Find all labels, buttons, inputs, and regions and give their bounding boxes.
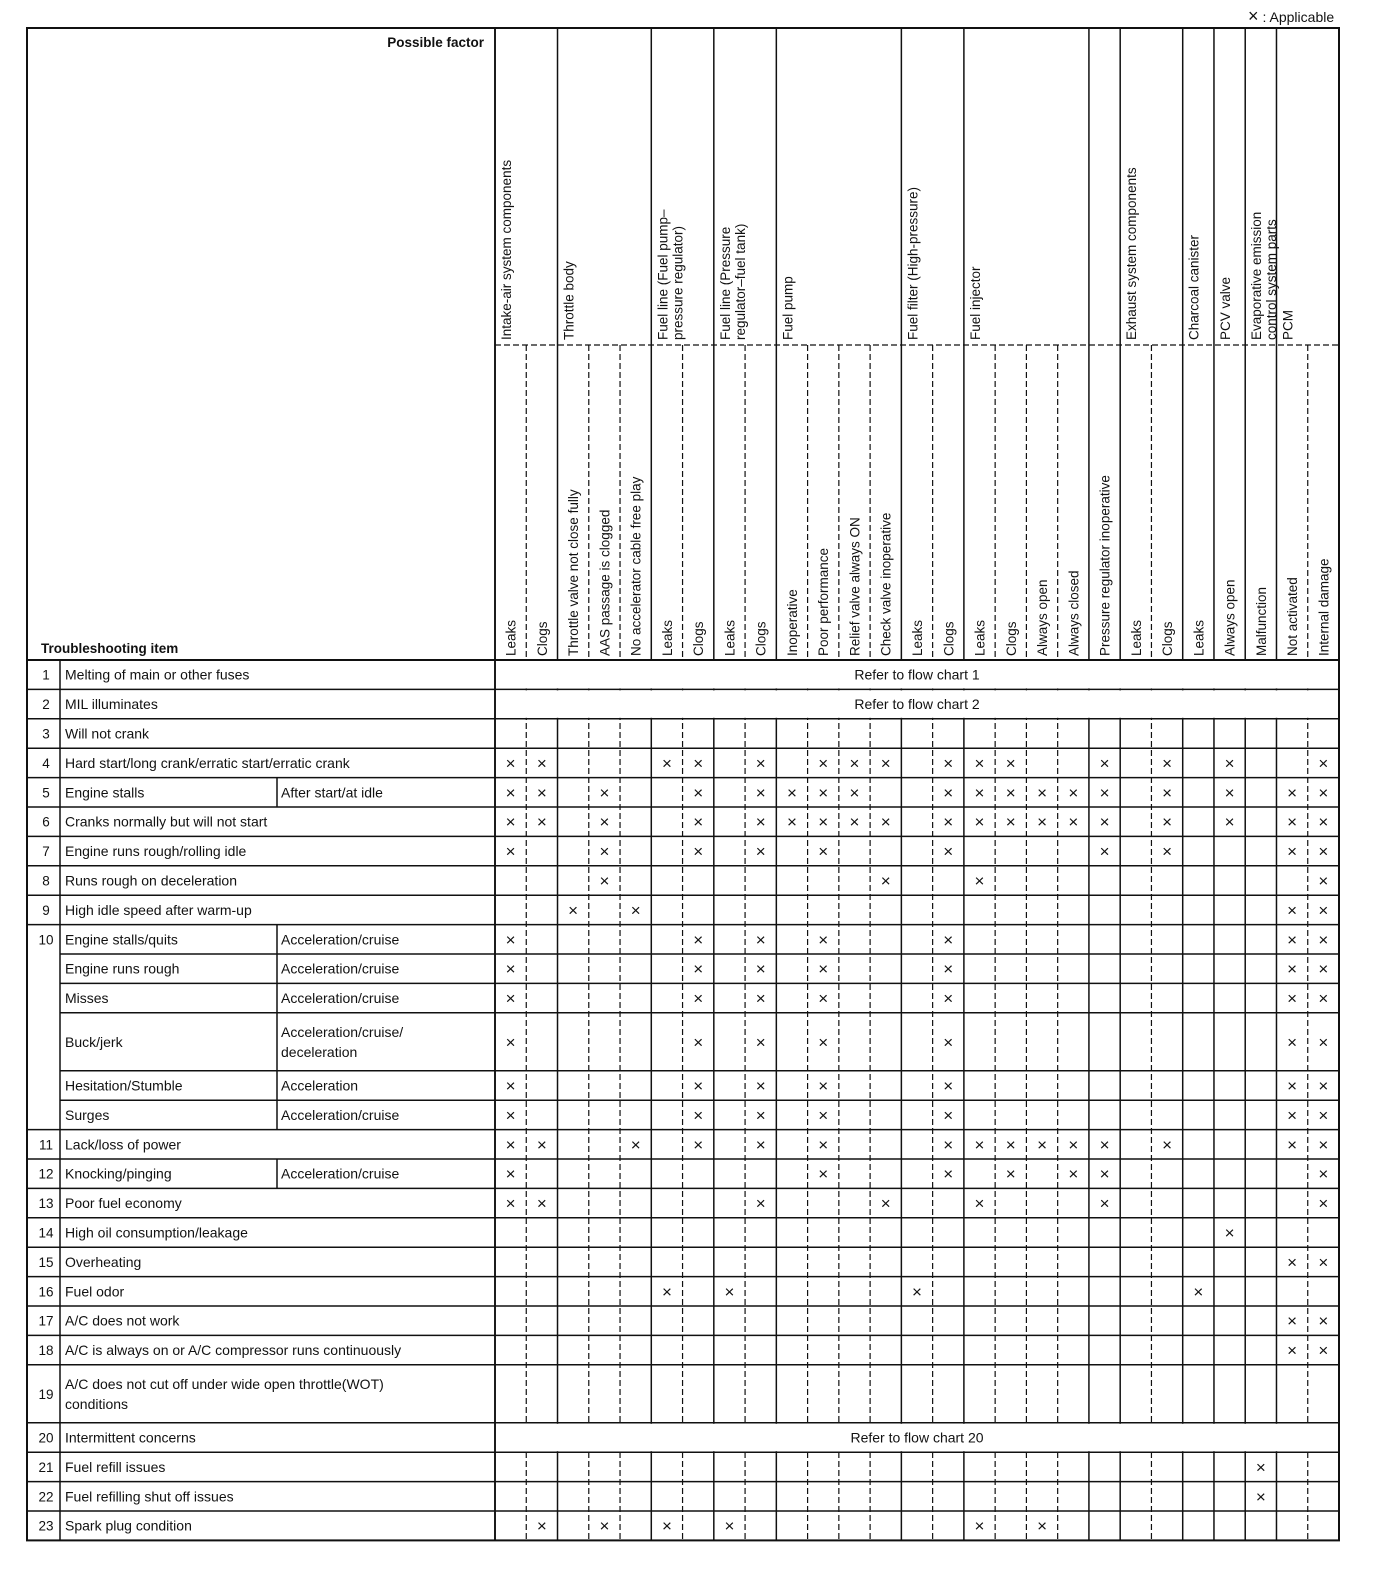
column-label: Relief valve always ON xyxy=(847,517,863,656)
applicable-mark: × xyxy=(1099,1135,1110,1155)
group-label: Evaporative emission xyxy=(1249,211,1265,340)
row-item-text: Hesitation/Stumble xyxy=(65,1077,183,1094)
column-label: Always closed xyxy=(1066,570,1082,656)
applicable-mark: × xyxy=(974,1194,985,1214)
applicable-mark: × xyxy=(1037,1135,1048,1155)
applicable-mark: × xyxy=(1318,842,1329,862)
applicable-mark: × xyxy=(1248,6,1259,26)
row-number: 13 xyxy=(38,1196,54,1212)
row-condition-text: Acceleration/cruise xyxy=(281,990,400,1007)
row-item-text: Lack/loss of power xyxy=(65,1136,181,1153)
row-item-text: Will not crank xyxy=(65,725,150,742)
applicable-mark: × xyxy=(1099,753,1110,773)
applicable-mark: × xyxy=(818,1032,829,1052)
applicable-mark: × xyxy=(755,812,766,832)
applicable-mark: × xyxy=(1162,1135,1173,1155)
column-label: AAS passage is clogged xyxy=(597,509,613,656)
applicable-mark: × xyxy=(568,900,579,920)
column-label: Poor performance xyxy=(816,547,832,656)
row-number: 5 xyxy=(42,785,50,801)
applicable-mark: × xyxy=(505,812,516,832)
row-number: 17 xyxy=(38,1313,54,1329)
applicable-mark: × xyxy=(693,753,704,773)
group-label: PCV valve xyxy=(1217,276,1233,340)
applicable-mark: × xyxy=(661,753,672,773)
column-label: Leaks xyxy=(1128,619,1144,656)
row-item-text: A/C is always on or A/C compressor runs continuously xyxy=(65,1342,402,1359)
row-item-text: Cranks normally but will not start xyxy=(65,813,268,830)
group-label: regulator–fuel tank) xyxy=(732,223,748,340)
applicable-mark: × xyxy=(599,1516,610,1536)
applicable-mark: × xyxy=(1287,1076,1298,1096)
row-item-text: Overheating xyxy=(65,1253,142,1270)
applicable-mark: × xyxy=(693,989,704,1009)
row-item-text: High idle speed after warm-up xyxy=(65,901,252,918)
applicable-mark: × xyxy=(1255,1457,1266,1477)
applicable-mark: × xyxy=(755,1105,766,1125)
applicable-mark: × xyxy=(1318,1341,1329,1361)
row-number: 3 xyxy=(42,726,50,742)
applicable-mark: × xyxy=(1287,930,1298,950)
group-label: pressure regulator) xyxy=(670,225,686,340)
applicable-mark: × xyxy=(1068,812,1079,832)
applicable-mark: × xyxy=(693,1076,704,1096)
row-item-text: Poor fuel economy xyxy=(65,1195,182,1212)
group-label: Fuel injector xyxy=(967,266,983,340)
row-item-text: Misses xyxy=(65,990,109,1007)
applicable-mark: × xyxy=(818,783,829,803)
group-label: Intake-air system components xyxy=(499,159,514,340)
flow-chart-reference: Refer to flow chart 20 xyxy=(850,1429,984,1446)
applicable-mark: × xyxy=(1318,930,1329,950)
applicable-mark: × xyxy=(661,1282,672,1302)
row-item-text: MIL illuminates xyxy=(65,696,158,713)
applicable-mark: × xyxy=(505,1076,516,1096)
applicable-mark: × xyxy=(1287,783,1298,803)
applicable-mark: × xyxy=(1037,812,1048,832)
applicable-mark: × xyxy=(693,812,704,832)
applicable-mark: × xyxy=(1318,1105,1329,1125)
group-label: Fuel line (Pressure xyxy=(717,226,733,340)
applicable-mark: × xyxy=(755,1032,766,1052)
applicable-mark: × xyxy=(1287,1105,1298,1125)
row-item-text: Knocking/pinging xyxy=(65,1165,172,1182)
applicable-mark: × xyxy=(1287,1341,1298,1361)
row-number: 1 xyxy=(42,667,50,683)
applicable-mark: × xyxy=(818,753,829,773)
applicable-mark: × xyxy=(724,1282,735,1302)
row-item-text: Fuel odor xyxy=(65,1283,125,1300)
applicable-mark: × xyxy=(1068,1135,1079,1155)
applicable-mark: × xyxy=(1318,1194,1329,1214)
applicable-mark: × xyxy=(505,930,516,950)
column-label: Pressure regulator inoperative xyxy=(1097,475,1113,656)
applicable-mark: × xyxy=(1255,1487,1266,1507)
applicable-mark: × xyxy=(943,959,954,979)
applicable-mark: × xyxy=(786,783,797,803)
applicable-mark: × xyxy=(1318,989,1329,1009)
applicable-mark: × xyxy=(505,1105,516,1125)
applicable-mark: × xyxy=(755,930,766,950)
applicable-mark: × xyxy=(1318,1164,1329,1184)
applicable-mark: × xyxy=(849,783,860,803)
applicable-mark: × xyxy=(630,900,641,920)
applicable-mark: × xyxy=(786,812,797,832)
row-item-text: A/C does not work xyxy=(65,1312,180,1329)
applicable-mark: × xyxy=(505,1135,516,1155)
applicable-mark: × xyxy=(943,842,954,862)
applicable-mark: × xyxy=(943,1032,954,1052)
group-label: control system parts xyxy=(1264,219,1280,340)
applicable-mark: × xyxy=(693,1032,704,1052)
applicable-mark: × xyxy=(693,959,704,979)
applicable-mark: × xyxy=(974,783,985,803)
applicable-mark: × xyxy=(724,1516,735,1536)
applicable-mark: × xyxy=(1318,1032,1329,1052)
row-number: 22 xyxy=(38,1489,54,1505)
row-number: 6 xyxy=(42,814,50,830)
applicable-mark: × xyxy=(818,930,829,950)
row-item-text: Buck/jerk xyxy=(65,1033,123,1050)
row-number: 18 xyxy=(38,1343,54,1359)
row-number: 4 xyxy=(42,755,50,771)
possible-factor-label: Possible factor xyxy=(387,35,484,50)
group-label: Exhaust system components xyxy=(1124,167,1140,340)
row-item-text: Engine runs rough/rolling idle xyxy=(65,843,247,860)
row-item-text: Surges xyxy=(65,1106,110,1123)
applicable-mark: × xyxy=(755,1076,766,1096)
row-number: 19 xyxy=(38,1386,54,1402)
applicable-mark: × xyxy=(1005,753,1016,773)
applicable-mark: × xyxy=(974,1135,985,1155)
applicable-mark: × xyxy=(1287,812,1298,832)
column-label: Leaks xyxy=(910,619,925,656)
row-item-text: Fuel refill issues xyxy=(65,1458,166,1475)
column-label: Clogs xyxy=(1003,621,1019,656)
row-number: 14 xyxy=(38,1225,54,1241)
applicable-mark: × xyxy=(1318,812,1329,832)
applicable-mark: × xyxy=(818,1076,829,1096)
row-number: 12 xyxy=(38,1166,54,1182)
troubleshooting-item-label: Troubleshooting item xyxy=(41,641,179,656)
applicable-mark: × xyxy=(1318,783,1329,803)
applicable-mark: × xyxy=(599,842,610,862)
group-label: Fuel pump xyxy=(780,276,796,340)
applicable-mark: × xyxy=(849,753,860,773)
applicable-mark: × xyxy=(943,930,954,950)
row-condition-text: After start/at idle xyxy=(281,784,383,801)
applicable-mark: × xyxy=(505,1194,516,1214)
applicable-mark: × xyxy=(880,871,891,891)
applicable-mark: × xyxy=(536,753,547,773)
applicable-mark: × xyxy=(505,1164,516,1184)
legend-label: : Applicable xyxy=(1262,9,1335,25)
applicable-mark: × xyxy=(693,783,704,803)
applicable-mark: × xyxy=(1287,989,1298,1009)
applicable-mark: × xyxy=(536,783,547,803)
applicable-mark: × xyxy=(599,783,610,803)
applicable-mark: × xyxy=(818,842,829,862)
row-number: 11 xyxy=(38,1137,54,1153)
applicable-mark: × xyxy=(1162,842,1173,862)
applicable-mark: × xyxy=(1224,812,1235,832)
group-label: Fuel line (Fuel pump– xyxy=(655,209,671,340)
applicable-mark: × xyxy=(943,812,954,832)
column-label: Leaks xyxy=(1191,619,1207,656)
applicable-mark: × xyxy=(505,842,516,862)
applicable-mark: × xyxy=(1318,959,1329,979)
row-item-text: Engine stalls xyxy=(65,784,145,801)
applicable-mark: × xyxy=(505,1032,516,1052)
applicable-mark: × xyxy=(974,871,985,891)
applicable-mark: × xyxy=(755,989,766,1009)
applicable-mark: × xyxy=(974,753,985,773)
row-item-text: Melting of main or other fuses xyxy=(65,666,250,683)
applicable-mark: × xyxy=(536,1135,547,1155)
row-condition-text: Acceleration/cruise xyxy=(281,960,400,977)
row-number: 7 xyxy=(42,844,50,860)
applicable-mark: × xyxy=(1005,1135,1016,1155)
column-label: Always open xyxy=(1035,579,1051,656)
applicable-mark: × xyxy=(974,812,985,832)
column-label: Throttle valve not close fully xyxy=(566,489,582,656)
applicable-mark: × xyxy=(755,959,766,979)
column-label: Internal damage xyxy=(1316,558,1332,656)
applicable-mark: × xyxy=(536,812,547,832)
applicable-mark: × xyxy=(943,1105,954,1125)
applicable-mark: × xyxy=(880,1194,891,1214)
group-label: Fuel filter (High-pressure) xyxy=(905,186,921,340)
applicable-mark: × xyxy=(1287,842,1298,862)
applicable-mark: × xyxy=(693,1135,704,1155)
applicable-mark: × xyxy=(1099,842,1110,862)
row-item-text: Hard start/long crank/erratic start/erratic crank xyxy=(65,754,350,771)
row-item-text: High oil consumption/leakage xyxy=(65,1224,248,1241)
applicable-mark: × xyxy=(693,1105,704,1125)
row-number: 9 xyxy=(42,902,50,918)
row-number: 10 xyxy=(38,932,54,948)
row-condition-text: deceleration xyxy=(281,1043,358,1060)
applicable-mark: × xyxy=(755,842,766,862)
group-label: Throttle body xyxy=(561,261,577,340)
applicable-mark: × xyxy=(1037,1516,1048,1536)
row-number: 23 xyxy=(38,1518,54,1534)
applicable-mark: × xyxy=(943,753,954,773)
row-condition-text: Acceleration xyxy=(281,1077,359,1094)
column-label: Clogs xyxy=(753,621,769,656)
applicable-mark: × xyxy=(755,753,766,773)
applicable-mark: × xyxy=(912,1282,922,1302)
applicable-mark: × xyxy=(943,1135,954,1155)
column-label: Not activated xyxy=(1285,577,1301,656)
applicable-mark: × xyxy=(818,989,829,1009)
applicable-mark: × xyxy=(1287,959,1298,979)
row-condition-text: Acceleration/cruise xyxy=(281,931,400,948)
row-item-text: conditions xyxy=(65,1395,129,1412)
column-label: Leaks xyxy=(722,619,738,656)
applicable-mark: × xyxy=(818,1164,829,1184)
flow-chart-reference: Refer to flow chart 2 xyxy=(854,696,980,713)
applicable-mark: × xyxy=(1287,900,1298,920)
row-item-text: A/C does not cut off under wide open throttle(WOT) xyxy=(65,1375,384,1392)
applicable-mark: × xyxy=(1005,783,1016,803)
row-item-text: Engine runs rough xyxy=(65,960,180,977)
row-item-text: Intermittent concerns xyxy=(65,1429,196,1446)
row-number: 21 xyxy=(38,1459,54,1475)
applicable-mark: × xyxy=(1099,1194,1110,1214)
applicable-mark: × xyxy=(1099,812,1110,832)
row-number: 8 xyxy=(42,873,50,889)
applicable-mark: × xyxy=(630,1135,641,1155)
applicable-mark: × xyxy=(1005,812,1016,832)
row-condition-text: Acceleration/cruise xyxy=(281,1165,400,1182)
flow-chart-reference: Refer to flow chart 1 xyxy=(854,666,980,683)
applicable-mark: × xyxy=(1287,1252,1298,1272)
applicable-mark: × xyxy=(505,959,516,979)
row-item-text: Spark plug condition xyxy=(65,1517,192,1534)
column-label: Clogs xyxy=(1160,621,1176,656)
column-label: Leaks xyxy=(659,619,675,656)
group-label: PCM xyxy=(1280,310,1296,340)
row-condition-text: Acceleration/cruise xyxy=(281,1106,400,1123)
applicable-mark: × xyxy=(1193,1282,1204,1302)
applicable-mark: × xyxy=(1162,783,1173,803)
column-label: Clogs xyxy=(691,621,707,656)
applicable-mark: × xyxy=(1068,783,1079,803)
applicable-mark: × xyxy=(755,1135,766,1155)
applicable-mark: × xyxy=(1287,1032,1298,1052)
column-label: Inoperative xyxy=(784,589,800,656)
applicable-mark: × xyxy=(974,1516,985,1536)
applicable-mark: × xyxy=(818,1135,829,1155)
column-label: Clogs xyxy=(941,621,957,656)
applicable-mark: × xyxy=(818,959,829,979)
applicable-mark: × xyxy=(1005,1164,1016,1184)
column-label: Always open xyxy=(1222,579,1238,656)
applicable-mark: × xyxy=(943,783,954,803)
group-label: Charcoal canister xyxy=(1186,234,1202,340)
applicable-mark: × xyxy=(755,783,766,803)
applicable-mark: × xyxy=(1037,783,1048,803)
row-number: 20 xyxy=(38,1430,54,1446)
applicable-mark: × xyxy=(880,812,891,832)
applicable-mark: × xyxy=(1318,1252,1329,1272)
applicable-mark: × xyxy=(505,989,516,1009)
applicable-mark: × xyxy=(943,1164,954,1184)
column-label: Clogs xyxy=(534,621,550,656)
column-label: Leaks xyxy=(503,619,519,656)
applicable-mark: × xyxy=(1224,783,1235,803)
applicable-mark: × xyxy=(1318,1135,1329,1155)
applicable-mark: × xyxy=(536,1516,547,1536)
applicable-mark: × xyxy=(1318,753,1329,773)
applicable-mark: × xyxy=(1224,753,1235,773)
row-condition-text: Acceleration/cruise/ xyxy=(281,1023,404,1040)
column-label: Leaks xyxy=(972,619,988,656)
row-number: 15 xyxy=(38,1254,54,1270)
applicable-mark: × xyxy=(1318,871,1329,891)
row-item-text: Fuel refilling shut off issues xyxy=(65,1488,234,1505)
applicable-mark: × xyxy=(599,871,610,891)
applicable-mark: × xyxy=(661,1516,672,1536)
applicable-mark: × xyxy=(818,812,829,832)
applicable-mark: × xyxy=(1318,1311,1329,1331)
applicable-mark: × xyxy=(505,753,516,773)
applicable-mark: × xyxy=(1162,753,1173,773)
applicable-mark: × xyxy=(818,1105,829,1125)
applicable-mark: × xyxy=(693,930,704,950)
applicable-mark: × xyxy=(755,1194,766,1214)
applicable-mark: × xyxy=(943,1076,954,1096)
row-item-text: Runs rough on deceleration xyxy=(65,872,238,889)
applicable-mark: × xyxy=(505,783,516,803)
applicable-mark: × xyxy=(1099,783,1110,803)
applicable-mark: × xyxy=(1318,900,1329,920)
applicable-mark: × xyxy=(849,812,860,832)
applicable-mark: × xyxy=(693,842,704,862)
applicable-mark: × xyxy=(880,753,891,773)
applicable-mark: × xyxy=(1224,1223,1235,1243)
applicable-mark: × xyxy=(1162,812,1173,832)
applicable-mark: × xyxy=(1318,1076,1329,1096)
applicable-mark: × xyxy=(1287,1135,1298,1155)
row-item-text: Engine stalls/quits xyxy=(65,931,178,948)
applicable-mark: × xyxy=(943,989,954,1009)
applicable-mark: × xyxy=(1099,1164,1110,1184)
column-label: Check valve inoperative xyxy=(878,512,894,656)
column-label: Malfunction xyxy=(1253,586,1269,656)
applicable-mark: × xyxy=(1068,1164,1079,1184)
applicable-mark: × xyxy=(536,1194,547,1214)
row-number: 16 xyxy=(38,1284,54,1300)
row-number: 2 xyxy=(42,697,50,713)
applicable-mark: × xyxy=(1287,1311,1298,1331)
applicable-mark: × xyxy=(599,812,610,832)
column-label: No accelerator cable free play xyxy=(628,476,644,656)
